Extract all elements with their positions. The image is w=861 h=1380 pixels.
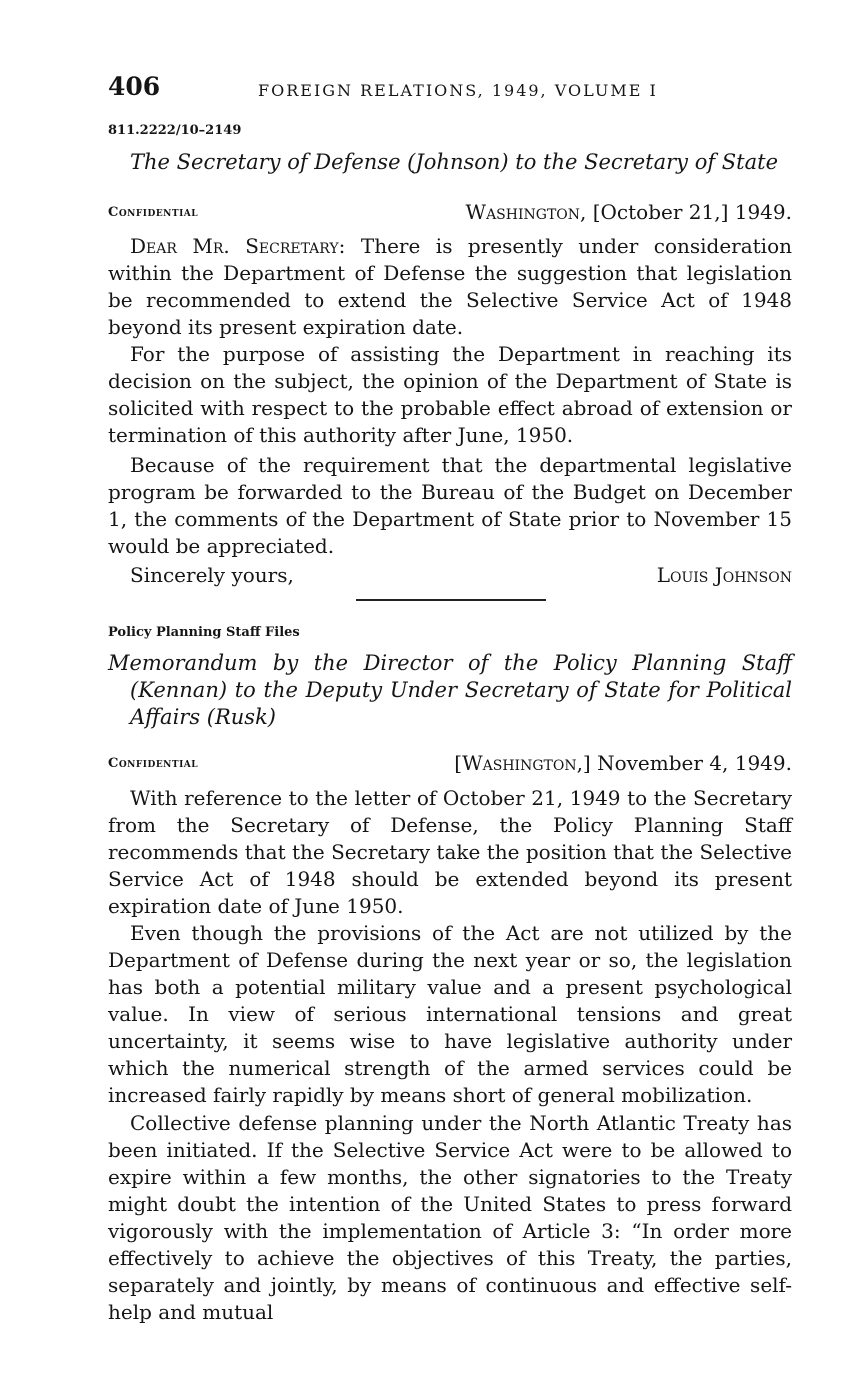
folder-label: Policy Planning Staff Files — [108, 625, 300, 640]
memo-heading: Memorandum by the Director of the Policy Planning Staff (Kennan) to the Deputy Under Secretary of State for Political Affairs (Rusk) — [108, 651, 792, 729]
section-divider — [356, 599, 546, 601]
memo-dateline — [454, 751, 792, 775]
closing: Sincerely yours, — [130, 563, 294, 587]
memo-dateline-date: November 4, 1949. — [597, 751, 792, 775]
classification-label: Confidential — [108, 205, 199, 220]
memo-paragraph: With reference to the letter of October 21, 1949 to the Secretary from the Secretary of Defense, the Policy Planning Staff recommends that the Secretary take the position that the Selective Service Act of 1948 should be extended beyond its present expiration date of June 1950. — [108, 786, 792, 918]
salutation: Dear Mr. Secretary: — [130, 234, 346, 258]
memo-paragraph: Even though the provisions of the Act are not utilized by the Department of Defense during the next year or so, the legislation has both a potential military value and a present psychological value. In view of serious international tensions and great uncertainty, it seems wise to have legislative authority under which the numerical strength of the armed services could be increased fairly rapidly by means short of general mobilization. — [108, 921, 792, 1107]
dateline-date: [October 21,] 1949. — [592, 200, 792, 224]
memo-paragraph: Collective defense planning under the North Atlantic Treaty has been initiated. If the Selective Service Act were to be allowed to expire within a few months, the other signatories to the Treaty might doubt the intention of the United States to press forward vigorously with the implementation of Article 3: “In order more effectively to achieve the objectives of this Treaty, the parties, separately and jointly, by means of continuous and effective self-help and mutual — [108, 1111, 792, 1324]
letter-paragraph: Because of the requirement that the departmental legislative program be forwarded to the Bureau of the Budget on December 1, the comments of the Department of State prior to November 15 would be appreciated. — [108, 453, 792, 558]
dateline-place: Washington, — [465, 200, 587, 224]
dateline — [466, 200, 792, 224]
letter-paragraph: For the purpose of assisting the Department in reaching its decision on the subject, the opinion of the Department of State is solicited with respect to the probable effect abroad of extension or termination of this authority after June, 1950. — [108, 342, 792, 447]
memo-dateline-place: [Washington,] — [454, 751, 591, 775]
signature: Louis Johnson — [656, 563, 792, 587]
letter-paragraph-text: There is presently under consideration within the Department of Defense the suggestion that legislation be recommended to extend the Selective Service Act of 1948 beyond its present expiration date. — [108, 234, 792, 339]
page-number: 406 — [108, 72, 161, 101]
letter-paragraph — [108, 233, 792, 341]
memo-classification-label: Confidential — [108, 756, 199, 771]
running-title: FOREIGN RELATIONS, 1949, VOLUME I — [258, 81, 658, 100]
letter-heading: The Secretary of Defense (Johnson) to the Secretary of State — [130, 150, 778, 174]
file-number: 811.2222/10–2149 — [108, 123, 242, 138]
